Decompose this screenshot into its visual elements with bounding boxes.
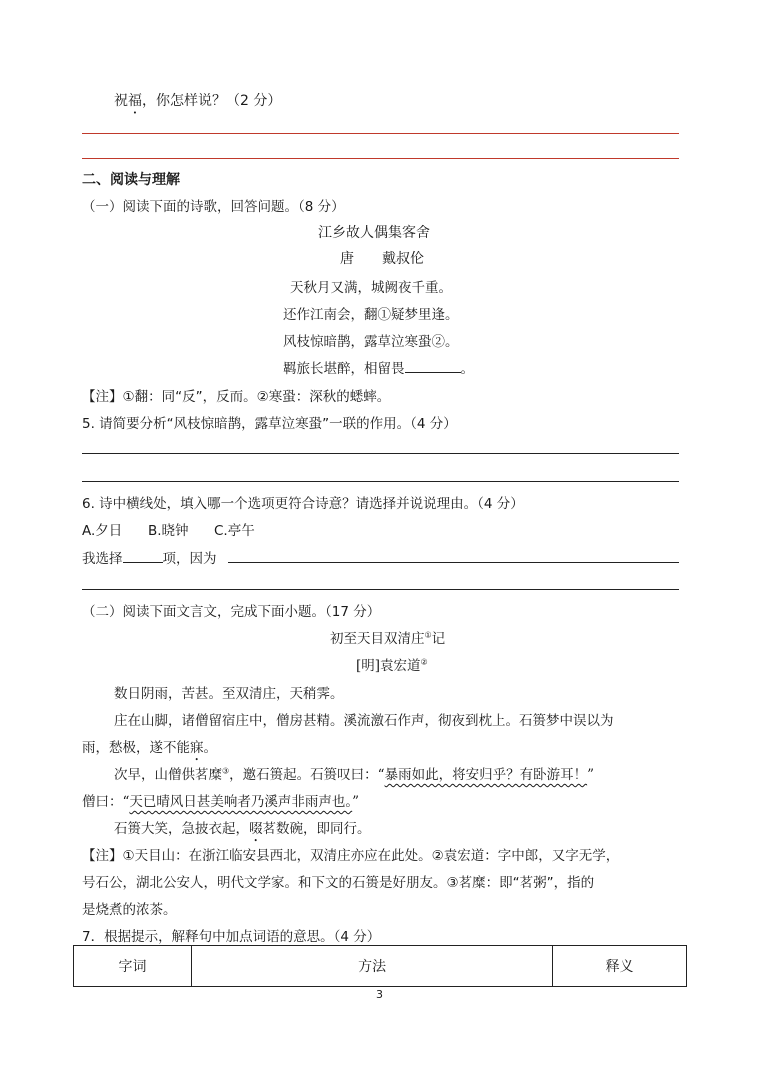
- answer-table: [73, 945, 687, 987]
- poem-title: 江乡故人偶集客舍: [318, 225, 430, 241]
- poem-line: 天秋月又满，城阙夜千重。: [290, 280, 452, 296]
- table-header: 字词: [74, 946, 192, 987]
- underlined-sentence: 天已晴风日甚美响者乃溪声非雨声也。: [129, 794, 353, 810]
- table-header: 释义: [553, 946, 687, 987]
- answer-line: [82, 453, 679, 454]
- option-c: C.亭午: [214, 523, 255, 539]
- essay-note: 是烧煮的浓茶。: [82, 902, 177, 918]
- poem-author: 唐 戴叔伦: [340, 251, 424, 267]
- question-fragment: 祝福，你怎样说？（2 分）: [114, 93, 282, 109]
- option-a: A.夕日: [82, 523, 123, 539]
- question-7: 7．根据提示，解释句中加点词语的意思。（4 分）: [82, 929, 381, 945]
- table-header: 方法: [191, 946, 552, 987]
- essay-note: 【注】①天目山：在浙江临安县西北，双清庄亦应在此处。②袁宏道：字中郎，又字无学，: [82, 848, 620, 864]
- essay-paragraph: 石篑大笑，急披衣起，啜茗数碗，即同行。: [114, 821, 371, 837]
- underlined-sentence: 暴雨如此，将安归乎？有卧游耳！: [384, 767, 588, 783]
- essay-note: 号石公，湖北公安人，明代文学家。和下文的石篑是好朋友。③茗糜：即“茗粥”，指的: [82, 875, 595, 891]
- poem-line: 羁旅长堪醉，相留畏 。: [283, 357, 474, 377]
- dotted-char: 啜: [249, 821, 263, 837]
- poem-line: 还作江南会，翻①疑梦里逢。: [283, 307, 459, 323]
- essay-title: 初至天目双清庄①记: [330, 630, 446, 647]
- poem-note: 【注】①翻：同“反”，反而。②寒蛩：深秋的蟋蟀。: [82, 389, 391, 405]
- essay-paragraph: 庄在山脚，诸僧留宿庄中，僧房甚精。溪流激石作声，彻夜到枕上。石篑梦中误以为: [114, 713, 614, 729]
- question-5: 5. 请简要分析“风枝惊暗鹊，露草泣寒蛩”一联的作用。（4 分）: [82, 416, 457, 432]
- choice-blank[interactable]: [123, 548, 163, 563]
- answer-line: [228, 562, 679, 563]
- question-6: 6. 诗中横线处，填入哪一个选项更符合诗意？请选择并说说理由。（4 分）: [82, 496, 524, 512]
- essay-paragraph: 次早，山僧供茗糜③，邀石篑起。石篑叹曰：“暴雨如此，将安归乎？有卧游耳！”: [114, 766, 594, 783]
- option-b: B.晓钟: [148, 523, 189, 539]
- part2-intro: （二）阅读下面文言文，完成下面小题。（17 分）: [82, 604, 381, 620]
- essay-author: [明]袁宏道②: [356, 657, 428, 674]
- part1-intro: （一）阅读下面的诗歌，回答问题。（8 分）: [82, 199, 345, 215]
- fill-blank[interactable]: [405, 358, 461, 373]
- page-number: 3: [376, 988, 383, 1001]
- essay-paragraph: 雨，愁极，遂不能寐。: [82, 740, 217, 756]
- answer-line: [82, 133, 679, 134]
- answer-line: [82, 158, 679, 159]
- answer-line: [82, 589, 679, 590]
- answer-line: [82, 481, 679, 482]
- essay-paragraph: 僧曰：“天已晴风日甚美响者乃溪声非雨声也。”: [82, 794, 360, 810]
- choose-line: 我选择 项，因为: [82, 547, 217, 567]
- table-header-row: [74, 946, 687, 987]
- poem-line: 风枝惊暗鹊，露草泣寒蛩②。: [283, 334, 459, 350]
- essay-paragraph: 数日阴雨，苦甚。至双清庄，天稍霁。: [114, 686, 344, 702]
- dotted-char: 福: [128, 93, 142, 109]
- dotted-char: 寐: [190, 740, 204, 756]
- section-title: 二、阅读与理解: [82, 172, 180, 188]
